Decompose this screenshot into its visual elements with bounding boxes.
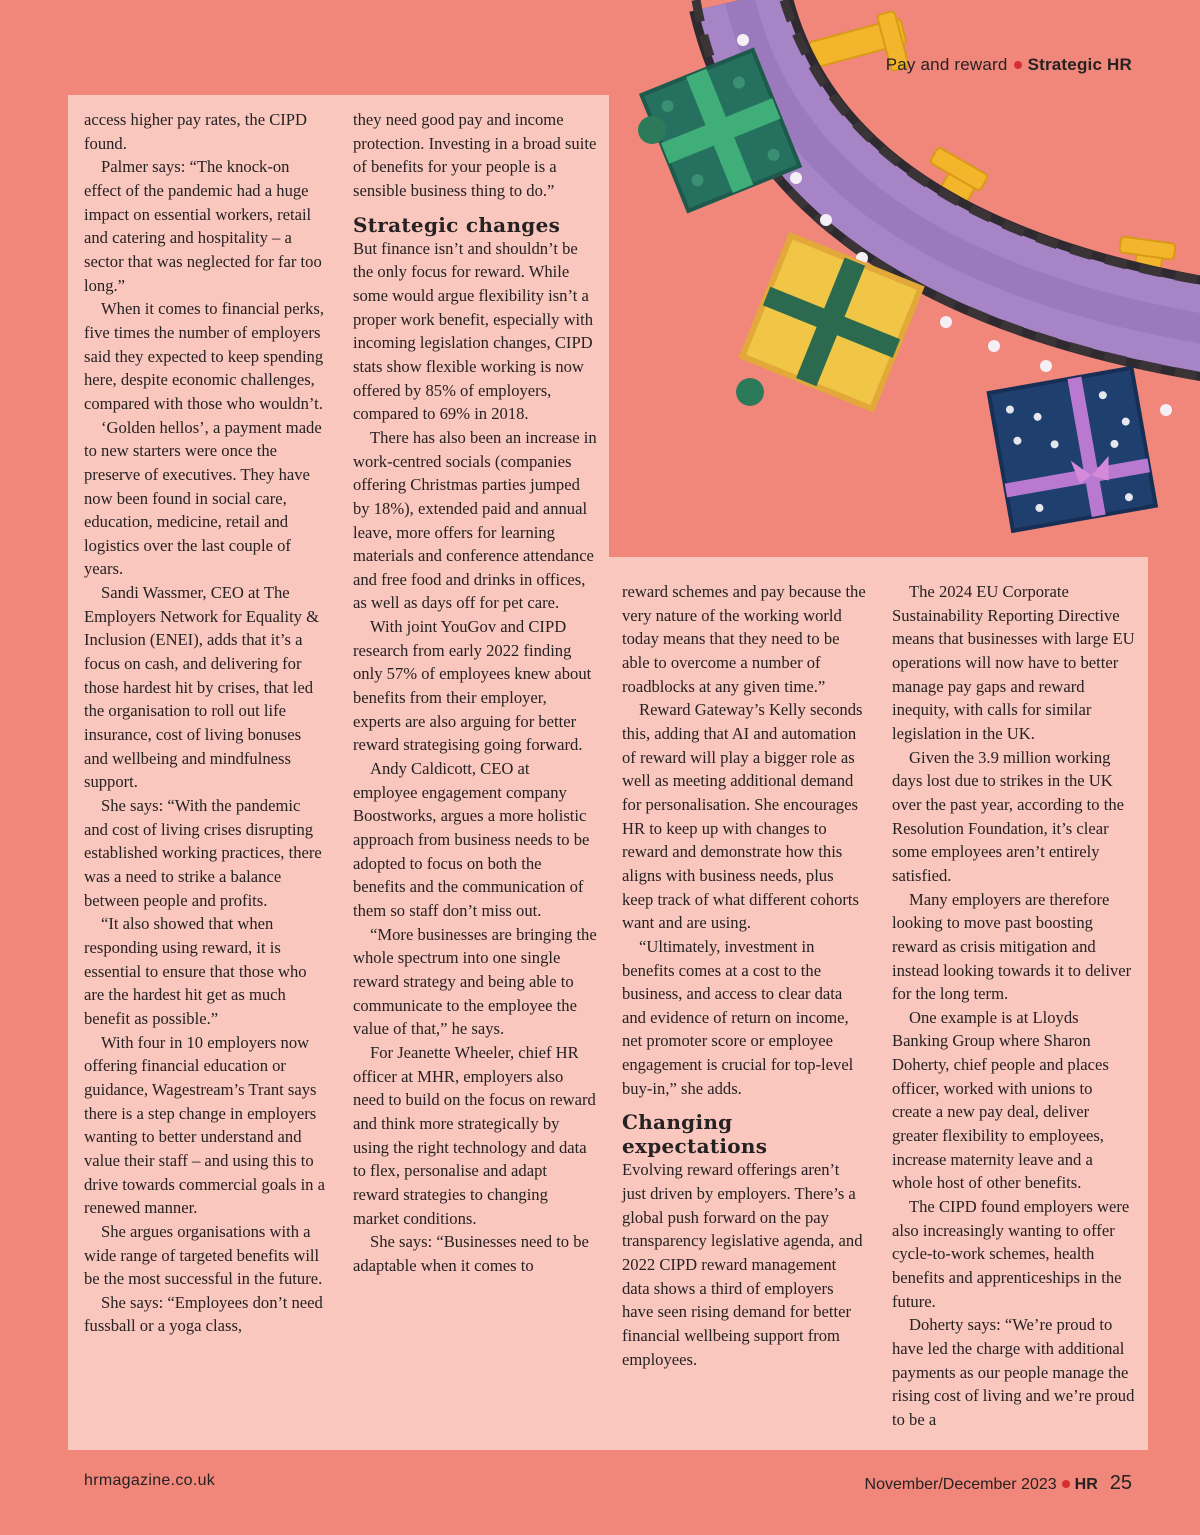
- paragraph: Many employers are therefore looking to move past boosting reward as crisis mitigation and instead looking towards it to deliver for the long term.: [892, 889, 1132, 1004]
- bullet-dot-icon: [1014, 61, 1022, 69]
- paragraph: Evolving reward offerings aren’t just driven by employers. There’s a global push forward on the pay transparency legislative agenda, and 2022 CIPD reward management data shows a third of employers have seen rising demand for better financial wellbeing support from employees.: [622, 1160, 863, 1369]
- paragraph: access higher pay rates, the CIPD found.: [84, 110, 308, 153]
- paragraph: Palmer says: “The knock-on effect of the pandemic had a huge impact on essential workers, retail and catering and hospitality – a sector that was neglected for far too long.”: [84, 157, 322, 295]
- gift-wheel-illustration: [600, 0, 1200, 560]
- paragraph: they need good pay and income protection. Investing in a broad suite of benefits for your people is a sensible business thing to do.”: [353, 110, 597, 200]
- section-label: Pay and reward: [885, 55, 1008, 74]
- paragraph: She says: “Businesses need to be adaptable when it comes to: [353, 1232, 589, 1275]
- subheading: Strategic changes: [353, 212, 561, 237]
- paragraph: “More businesses are bringing the whole spectrum into one single reward strategy and being able to communicate to the employee the value of that,” he says.: [353, 924, 597, 1039]
- paragraph: With four in 10 employers now offering financial education or guidance, Wagestream’s Trant says there is a step change in employers wanting to better understand and value their staff – and using this to drive towards commercial goals in a renewed manner.: [84, 1032, 325, 1218]
- paragraph: She says: “With the pandemic and cost of living crises disrupting established working practices, there was a need to strike a balance between people and profits.: [84, 796, 322, 910]
- paragraph: She argues organisations with a wide range of targeted benefits will be the most successful in the future.: [84, 1221, 323, 1289]
- paragraph: Doherty says: “We’re proud to have led the charge with additional payments as our people manage the rising cost of living and we’re proud to be a: [892, 1315, 1135, 1429]
- paragraph: With joint YouGov and CIPD research from early 2022 finding only 57% of employees knew about benefits from their employer, experts are also arguing for better reward strategising going forward.: [353, 617, 592, 755]
- paragraph: The 2024 EU Corporate Sustainability Reporting Directive means that businesses with large EU operations will now have to better manage pay gaps and reward inequity, with calls for similar legislation in the UK.: [892, 582, 1135, 743]
- footer-issue-info: [865, 1472, 1132, 1495]
- brand-label: HR: [1074, 1476, 1098, 1493]
- paragraph: One example is at Lloyds Banking Group where Sharon Doherty, chief people and places officer, worked with unions to create a new pay deal, deliver greater flexibility to employees, increase maternity leave and a whole host of other benefits.: [892, 1007, 1109, 1193]
- paragraph: When it comes to financial perks, five times the number of employers said they expected to keep spending here, despite economic challenges, compared with those who wouldn’t.: [84, 299, 325, 413]
- paragraph: Sandi Wassmer, CEO at The Employers Network for Equality & Inclusion (ENEI), adds that it’s a focus on cash, and delivering for those hardest hit by crises, that led the organisation to roll out life insurance, cost of living bonuses and wellbeing and mindfulness support.: [84, 583, 320, 792]
- footer-website: hrmagazine.co.uk: [84, 1472, 216, 1489]
- article-column-3: [622, 580, 866, 1371]
- paragraph: There has also been an increase in work-centred socials (companies offering Christmas parties jumped by 18%), extended paid and annual leave, more offers for learning materials and conference attendance and free food and drinks in offices, as well as days off for pet care.: [353, 427, 597, 613]
- paragraph: “Ultimately, investment in benefits comes at a cost to the business, and access to clear data and evidence of return on income, net promoter score or employee engagement is crucial for top-level buy-in,” she adds.: [622, 936, 854, 1098]
- page-number: 25: [1109, 1472, 1132, 1494]
- subheading: Changing expectations: [622, 1110, 768, 1159]
- paragraph: Reward Gateway’s Kelly seconds this, adding that AI and automation of reward will play a bigger role as well as meeting additional demand for personalisation. She encourages HR to keep up with changes to reward and demonstrate how this aligns with business needs, plus keep track of what different cohorts want and are using.: [622, 700, 863, 933]
- paragraph: reward schemes and pay because the very nature of the working world today means that they need to be able to overcome a number of roadblocks at any given time.”: [622, 582, 866, 696]
- paragraph: The CIPD found employers were also increasingly wanting to offer cycle-to-work schemes, health benefits and apprenticeships in the future.: [892, 1197, 1130, 1311]
- section-header: [886, 55, 1132, 75]
- article-column-2: [353, 108, 597, 1278]
- paragraph: For Jeanette Wheeler, chief HR officer at MHR, employers also need to build on the focus on reward and think more strategically by using the right technology and data to flex, personalise and adapt reward strategies to changing market conditions.: [353, 1042, 596, 1228]
- paragraph: Andy Caldicott, CEO at employee engagement company Boostworks, argues a more holistic approach from business needs to be adopted to focus on both the benefits and the communication of them so staff don’t miss out.: [353, 759, 590, 920]
- paragraph: ‘Golden hellos’, a payment made to new starters were once the preserve of executives. They have now been found in social care, education, medicine, retail and logistics over the last couple of years.: [84, 417, 322, 579]
- article-column-4: [892, 580, 1136, 1432]
- topic-label: Strategic HR: [1027, 55, 1132, 74]
- bullet-dot-icon: [1062, 1480, 1070, 1488]
- issue-date: November/December 2023: [864, 1476, 1057, 1493]
- paragraph: Given the 3.9 million working days lost due to strikes in the UK over the past year, according to the Resolution Foundation, it’s clear some employees aren’t entirely satisfied.: [892, 747, 1125, 885]
- paragraph: She says: “Employees don’t need fussball or a yoga class,: [84, 1292, 323, 1336]
- paragraph: “It also showed that when responding using reward, it is essential to ensure that those who are the hardest hit get as much benefit as possible.”: [84, 914, 307, 1028]
- paragraph: But finance isn’t and shouldn’t be the only focus for reward. While some would argue flexibility isn’t a proper work benefit, especially with incoming legislation changes, CIPD stats show flexible working is now offered by 85% of employers, compared to 69% in 2018.: [353, 238, 594, 424]
- article-column-1: [84, 108, 328, 1338]
